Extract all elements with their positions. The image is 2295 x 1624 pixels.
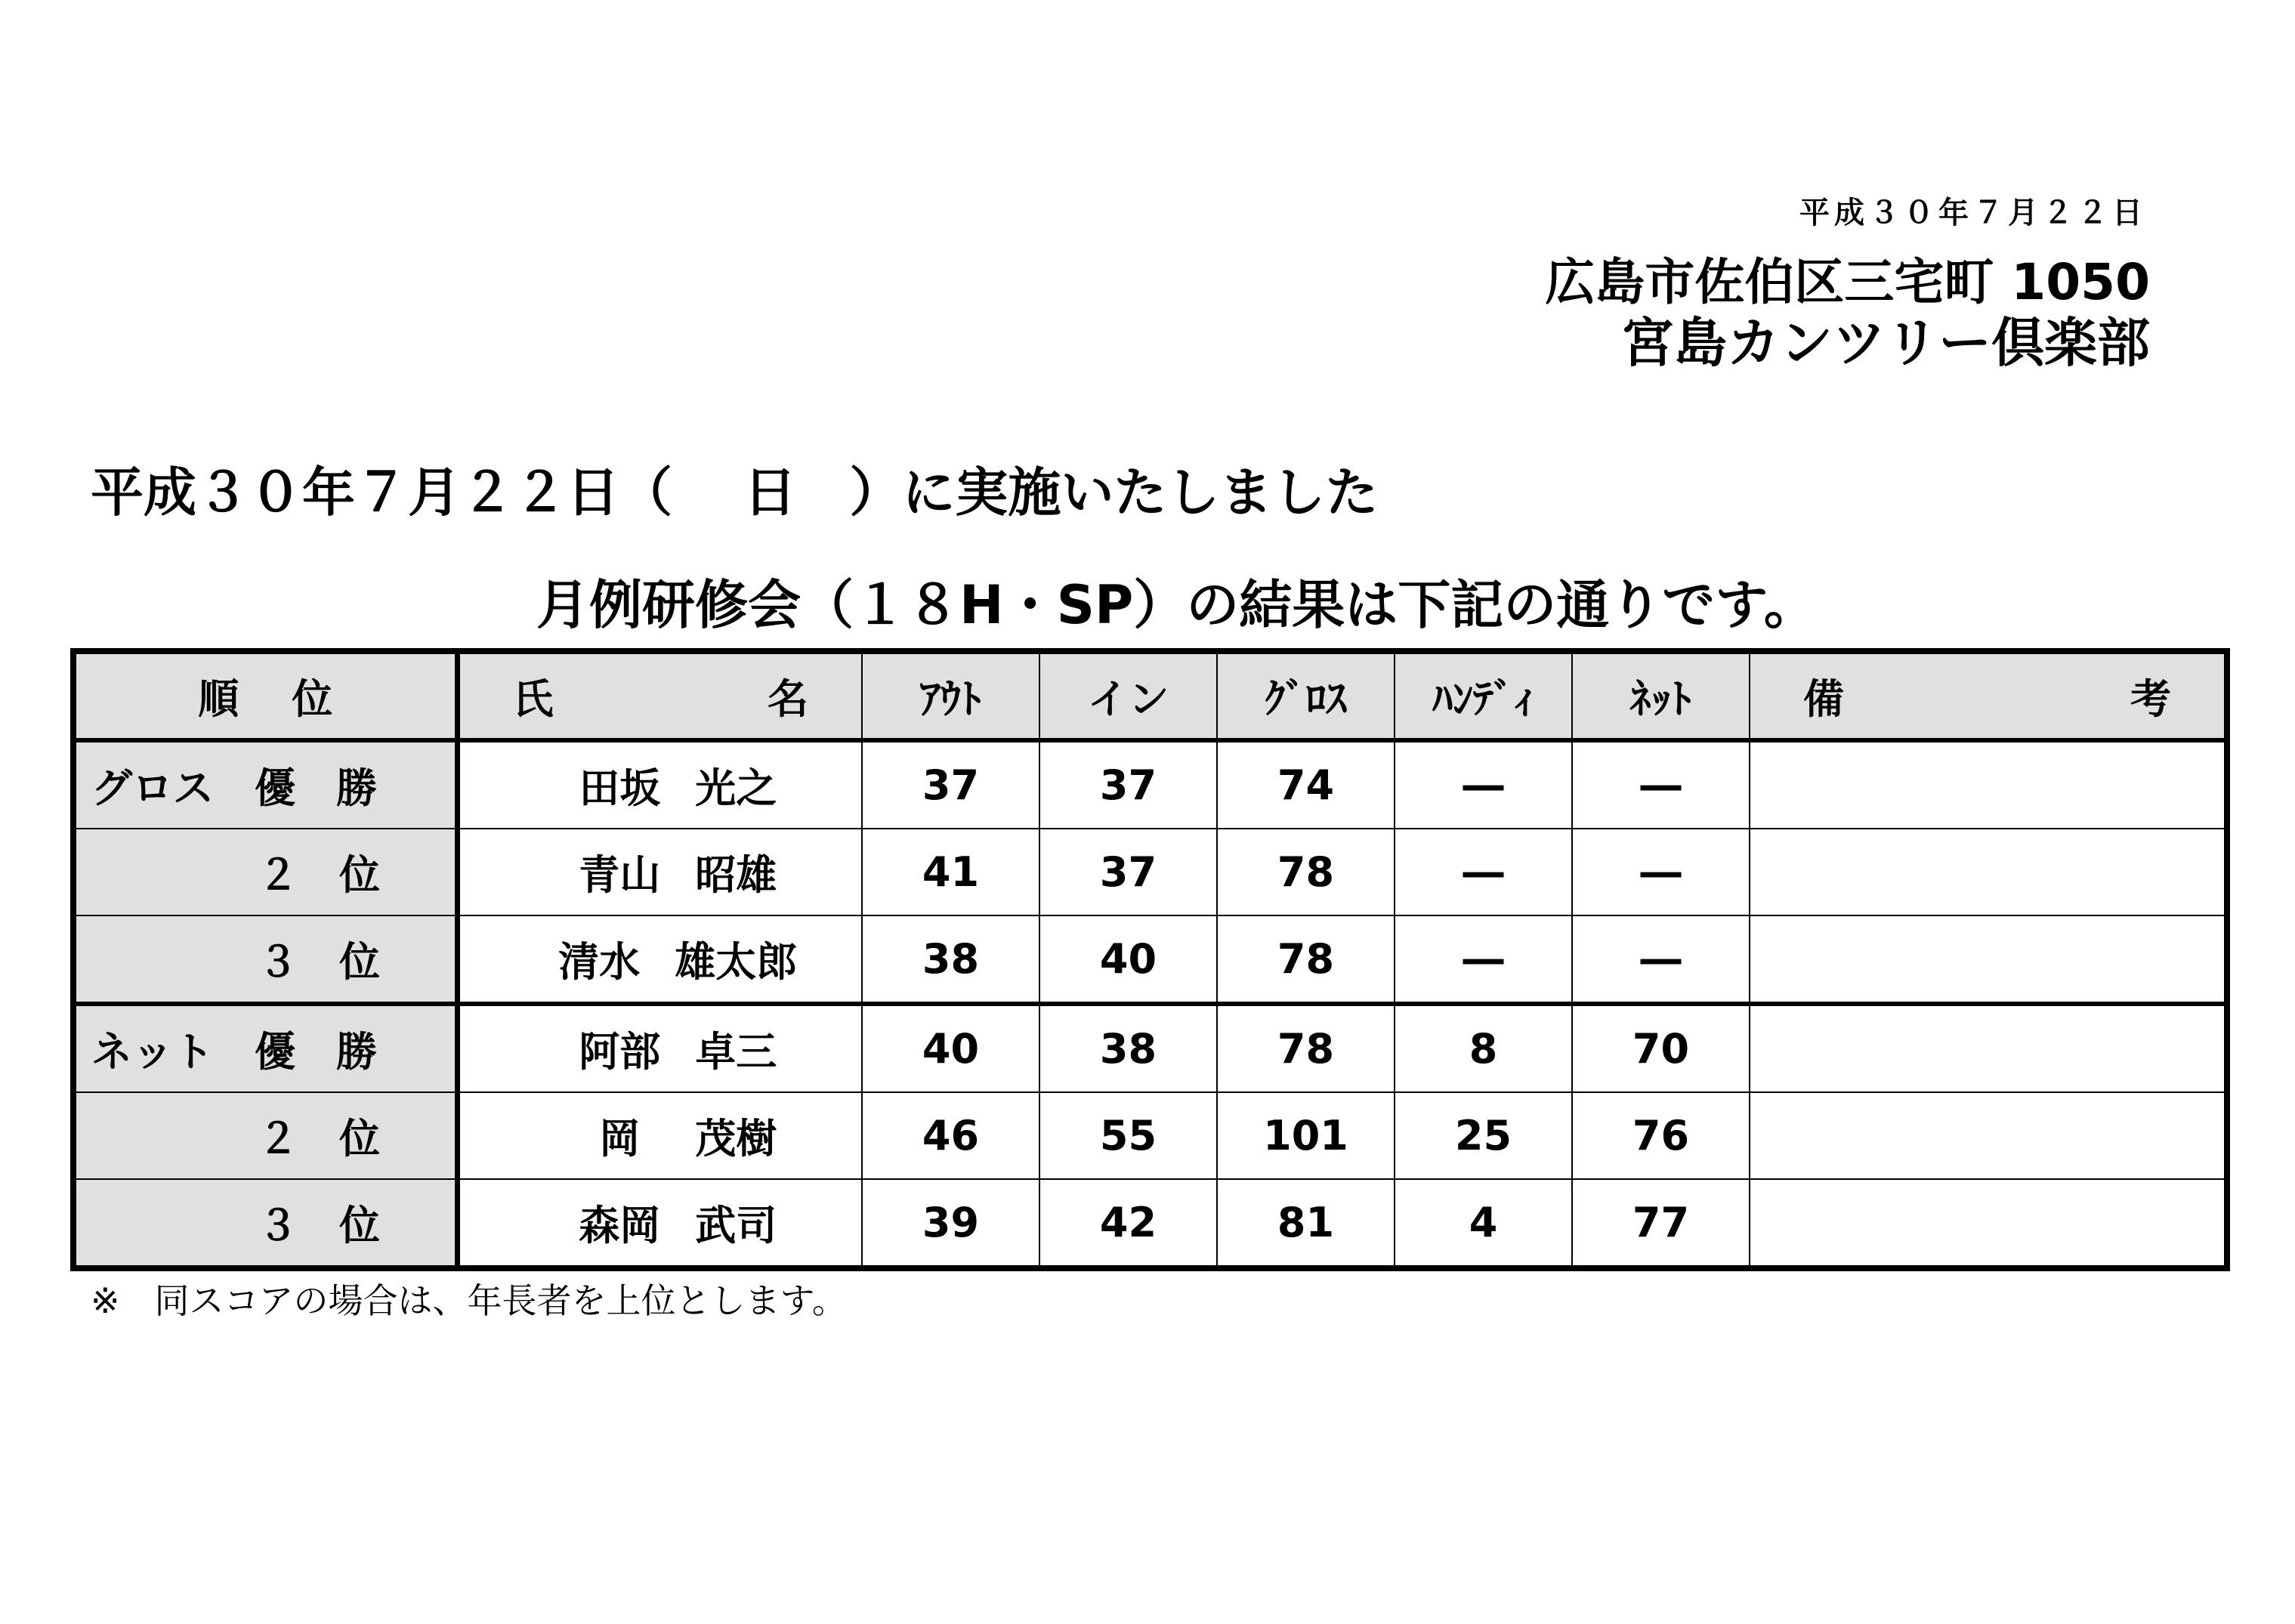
family-name: 阿部 [579, 1028, 661, 1076]
footnote: ※ 同スコアの場合は、年長者を上位とします。 [91, 1280, 847, 1321]
net-score: 76 [1572, 1092, 1750, 1179]
header-name-a: 氏 [512, 675, 554, 723]
header-rank-b: 位 [292, 675, 333, 723]
out-score: 37 [862, 740, 1039, 829]
results-table [70, 648, 2230, 1271]
rank-cell: ２ 位 [73, 1092, 457, 1179]
net-score: 77 [1572, 1179, 1750, 1268]
name-cell [457, 1179, 862, 1268]
family-name: 青山 [579, 851, 661, 899]
table-header-row [73, 651, 2227, 740]
given-name: 茂樹 [695, 1115, 777, 1162]
out-score: 46 [862, 1092, 1039, 1179]
remarks [1750, 915, 2227, 1004]
club-name: 宮島カンツリー倶楽部 [1621, 312, 2150, 374]
header-name-b: 名 [768, 675, 808, 723]
in-score: 38 [1039, 1004, 1217, 1092]
rank-cell: ３ 位 [73, 915, 457, 1004]
out-score: 38 [862, 915, 1039, 1004]
handicap: 25 [1395, 1092, 1572, 1179]
net-score: ― [1572, 915, 1750, 1004]
header-net: ﾈｯﾄ [1572, 651, 1750, 740]
net-score: ― [1572, 740, 1750, 829]
out-score: 40 [862, 1004, 1039, 1092]
name-cell [457, 1092, 862, 1179]
rank-cell: ネット 優 勝 [73, 1004, 457, 1092]
header-remarks-b: 考 [2130, 675, 2171, 723]
remarks [1750, 1004, 2227, 1092]
out-score: 41 [862, 829, 1039, 915]
name-cell [457, 1004, 862, 1092]
in-score: 42 [1039, 1179, 1217, 1268]
intro-line-1: 平成３０年７月２２日（ 日 ）に実施いたしました [91, 462, 1379, 523]
rank-cell: グロス 優 勝 [73, 740, 457, 829]
name-cell [457, 740, 862, 829]
handicap: ― [1395, 740, 1572, 829]
rank-cell: ２ 位 [73, 829, 457, 915]
out-score: 39 [862, 1179, 1039, 1268]
in-score: 55 [1039, 1092, 1217, 1179]
given-name: 雄太郎 [675, 938, 798, 986]
family-name: 森岡 [579, 1202, 661, 1249]
name-cell [457, 915, 862, 1004]
handicap: 8 [1395, 1004, 1572, 1092]
in-score: 37 [1039, 740, 1217, 829]
in-score: 40 [1039, 915, 1217, 1004]
date-small: 平成３０年７月２２日 [1799, 196, 2147, 230]
given-name: 昭雄 [695, 851, 777, 899]
intro-line-2: 月例研修会（１８H・SP）の結果は下記の通りです。 [536, 574, 1817, 636]
remarks [1750, 1179, 2227, 1268]
family-name: 岡 [599, 1115, 641, 1162]
header-gross: ｸﾞﾛｽ [1217, 651, 1395, 740]
family-name: 田坂 [579, 764, 661, 812]
remarks [1750, 829, 2227, 915]
header-in: イン [1039, 651, 1217, 740]
table-row [73, 915, 2227, 1004]
header-out: ｱｳﾄ [862, 651, 1039, 740]
given-name: 武司 [695, 1202, 777, 1249]
header-rank [73, 651, 457, 740]
header-handicap: ﾊﾝﾃﾞｨ [1395, 651, 1572, 740]
header-rank-a: 順 [198, 675, 239, 723]
gross-score: 74 [1217, 740, 1395, 829]
name-cell [457, 829, 862, 915]
rank-cell: ３ 位 [73, 1179, 457, 1268]
table-row [73, 829, 2227, 915]
handicap: ― [1395, 915, 1572, 1004]
gross-score: 78 [1217, 915, 1395, 1004]
family-name: 清水 [558, 938, 641, 986]
header-name [457, 651, 862, 740]
handicap: 4 [1395, 1179, 1572, 1268]
net-score: ― [1572, 829, 1750, 915]
in-score: 37 [1039, 829, 1217, 915]
header-remarks-a: 備 [1803, 675, 1844, 723]
table-row [73, 1179, 2227, 1268]
given-name: 卓三 [695, 1028, 777, 1076]
gross-score: 81 [1217, 1179, 1395, 1268]
address: 広島市佐伯区三宅町 1050 [1545, 253, 2150, 311]
given-name: 光之 [695, 764, 777, 812]
net-score: 70 [1572, 1004, 1750, 1092]
gross-score: 78 [1217, 829, 1395, 915]
remarks [1750, 740, 2227, 829]
table-row [73, 1004, 2227, 1092]
remarks [1750, 1092, 2227, 1179]
gross-score: 101 [1217, 1092, 1395, 1179]
table-row [73, 740, 2227, 829]
handicap: ― [1395, 829, 1572, 915]
table-row [73, 1092, 2227, 1179]
header-remarks [1750, 651, 2227, 740]
gross-score: 78 [1217, 1004, 1395, 1092]
